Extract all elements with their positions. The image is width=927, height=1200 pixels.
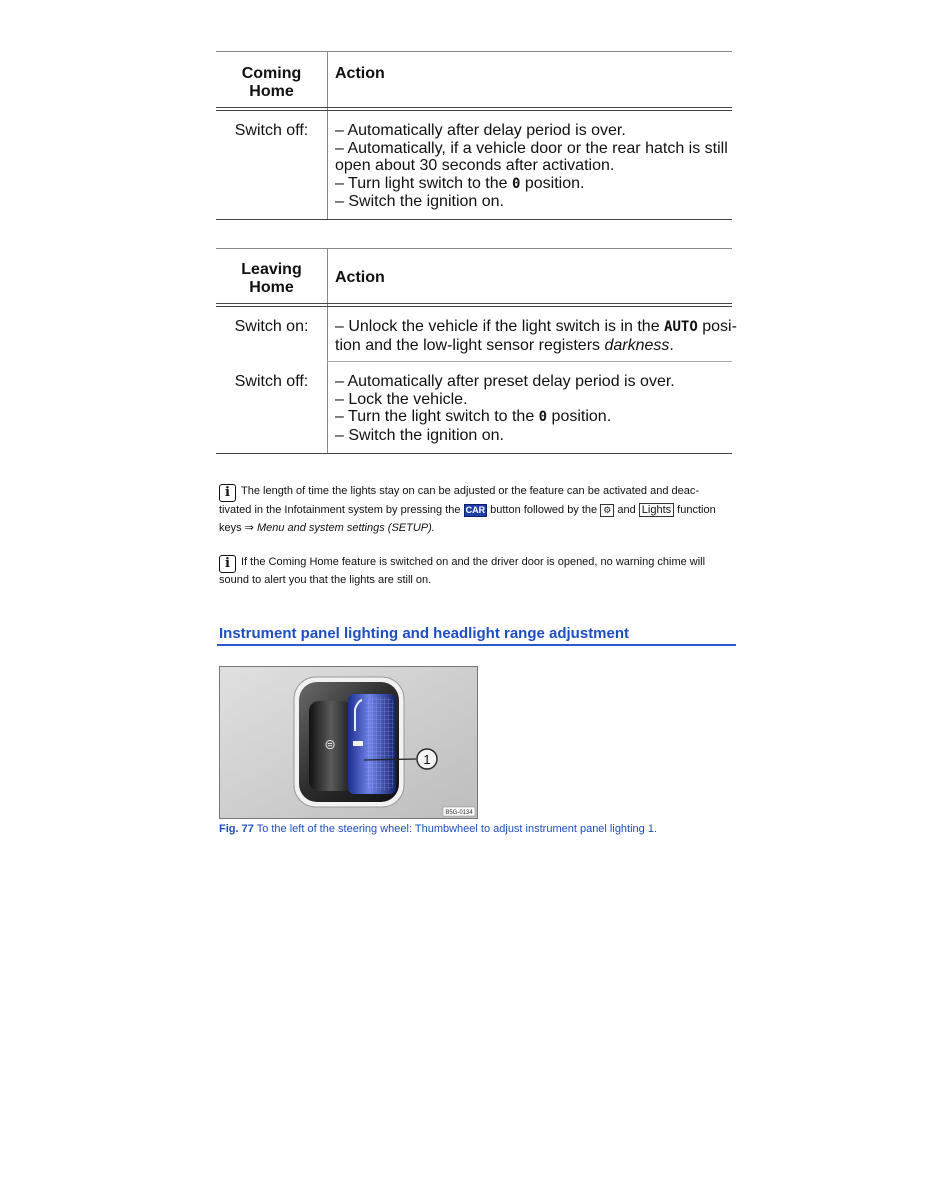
table-bottom-rule — [216, 219, 732, 220]
row-actions: – Automatically after delay period is over. – Automatically, if a vehicle door or the rear hatch is still open about 30 seconds after activation. – Turn light switch to the 0 position. – Switch the ignition on. — [335, 122, 728, 210]
car-key-icon: CAR — [465, 505, 486, 515]
row-divider — [327, 361, 732, 362]
switch-position-key: 0 — [511, 175, 521, 192]
table-bottom-rule — [216, 453, 732, 454]
thumbwheel-grip — [366, 697, 394, 791]
wheel-marker — [353, 741, 363, 746]
table-top-rule — [216, 248, 732, 249]
info-note-warning-chime: i If the Coming Home feature is switched on and the driver door is opened, no warning chime will sound to alert you that the lights are still on. — [219, 556, 706, 586]
info-icon: i — [219, 484, 236, 502]
callout-number: 1 — [423, 752, 431, 767]
auto-position-key: AUTO — [664, 319, 698, 335]
section-heading-rule — [217, 644, 736, 646]
table-top-rule — [216, 51, 732, 52]
row-condition: Switch off: — [234, 122, 309, 139]
info-note-lights-duration: i The length of time the lights stay on can be adjusted or the feature can be activated and deac- tivated in the Infotainment system by pressing the CAR button followed by the ⚙ and Lights function keys ⇒ Menu and system settings (SETUP). — [219, 485, 716, 534]
coming-home-table — [216, 51, 732, 220]
row-actions: – Unlock the vehicle if the light switch is in the AUTO posi- tion and the low-light sensor registers darkness. — [335, 318, 737, 354]
row-condition: Switch on: — [234, 318, 309, 335]
figure-caption: Fig. 77 To the left of the steering wheel: Thumbwheel to adjust instrument panel lighting 1. — [219, 823, 658, 835]
header-action: Action — [335, 65, 385, 82]
header-coming-home: Coming Home — [241, 65, 302, 100]
info-icon: i — [219, 555, 236, 573]
lights-key: Lights — [639, 503, 674, 517]
settings-key-icon: ⚙ — [600, 504, 614, 517]
header-double-rule — [216, 107, 732, 111]
switch-position-key: 0 — [538, 409, 548, 425]
thumbwheel-illustration — [220, 667, 477, 818]
header-leaving-home: Leaving Home — [241, 261, 302, 296]
header-action: Action — [335, 269, 385, 286]
figure-code: B5G-0134 — [445, 810, 473, 816]
section-heading: Instrument panel lighting and headlight range adjustment — [219, 625, 630, 642]
leaving-home-table — [216, 248, 737, 454]
headlight-range-icon: ⊜ — [324, 737, 336, 753]
thumbwheel-figure — [219, 666, 478, 819]
header-double-rule — [216, 303, 732, 307]
cross-reference: Menu and system settings (SETUP). — [256, 522, 435, 534]
table-column-divider — [327, 51, 328, 220]
table-column-divider — [327, 248, 328, 454]
row-condition: Switch off: — [234, 373, 309, 390]
row-actions: – Automatically after preset delay period is over. – Lock the vehicle. – Turn the light switch to the 0 position. – Switch the ignition on. — [335, 373, 675, 444]
